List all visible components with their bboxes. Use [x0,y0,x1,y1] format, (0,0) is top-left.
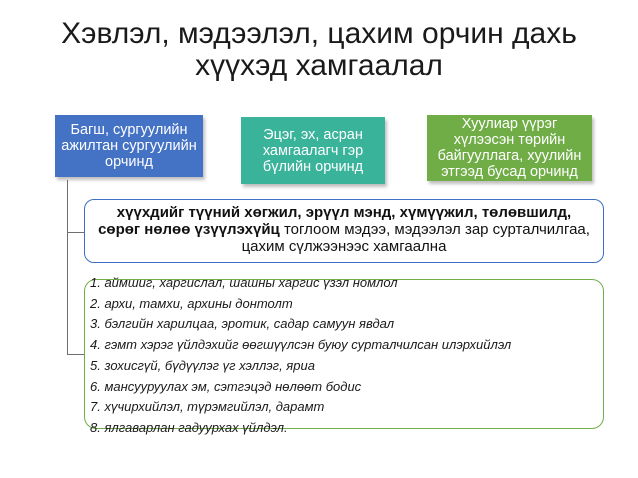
list-item: 1. аймшиг, харгислал, шашны харгис үзэл номлол [90,275,398,290]
list-item: 7. хүчирхийлэл, түрэмгийлэл, дарамт [90,399,325,415]
statement-normal-text: тоглоом мэдээ, мэдээлэл зар сурталчилгаа, цахим сүлжээнээс хамгаална [241,221,590,255]
list-item: 6. мансууруулах эм, сэтгэцэд нөлөөт бодис [90,378,362,394]
statement-bold-text: хүүхдийг түүний хөгжил, эрүүл мэнд, хүмүүжил, төлөвшилд, сөрөг нөлөө үзүүлэхүйц [98,204,572,238]
connector-line [67,232,84,233]
list-item: 3. бэлгийн харилцаа, эротик, садар самуун явдал [90,316,395,332]
harmful-content-list [90,273,511,439]
list-item: 4. гэмт хэрэг үйлдэхийг өөгшүүлсэн буюу сурталчилсан илэрхийлэл [90,337,512,353]
box-organizations: Хуулиар үүрэг хүлээсэн төрийн байгууллага, хуулийн этгээд бусад орчинд [427,115,592,181]
connector-line [67,180,68,258]
connector-line [67,258,68,354]
list-item: 5. зохисгүй, бүдүүлэг үг хэллэг, яриа [90,357,315,373]
box-teachers-school: Багш, сургуулийн ажилтан сургуулийн орчинд [55,115,203,177]
box-parents-family: Эцэг, эх, асран хамгаалагч гэр бүлийн орчинд [241,117,385,184]
slide-title: Хэвлэл, мэдээлэл, цахим орчин дахь хүүхэд хамгаалал [61,17,577,82]
connector-line [67,354,84,355]
protection-statement [84,199,604,263]
list-item: 8. ялгаварлан гадуурхах үйлдэл. [90,419,288,435]
list-item: 2. архи, тамхи, архины донтолт [90,295,293,311]
